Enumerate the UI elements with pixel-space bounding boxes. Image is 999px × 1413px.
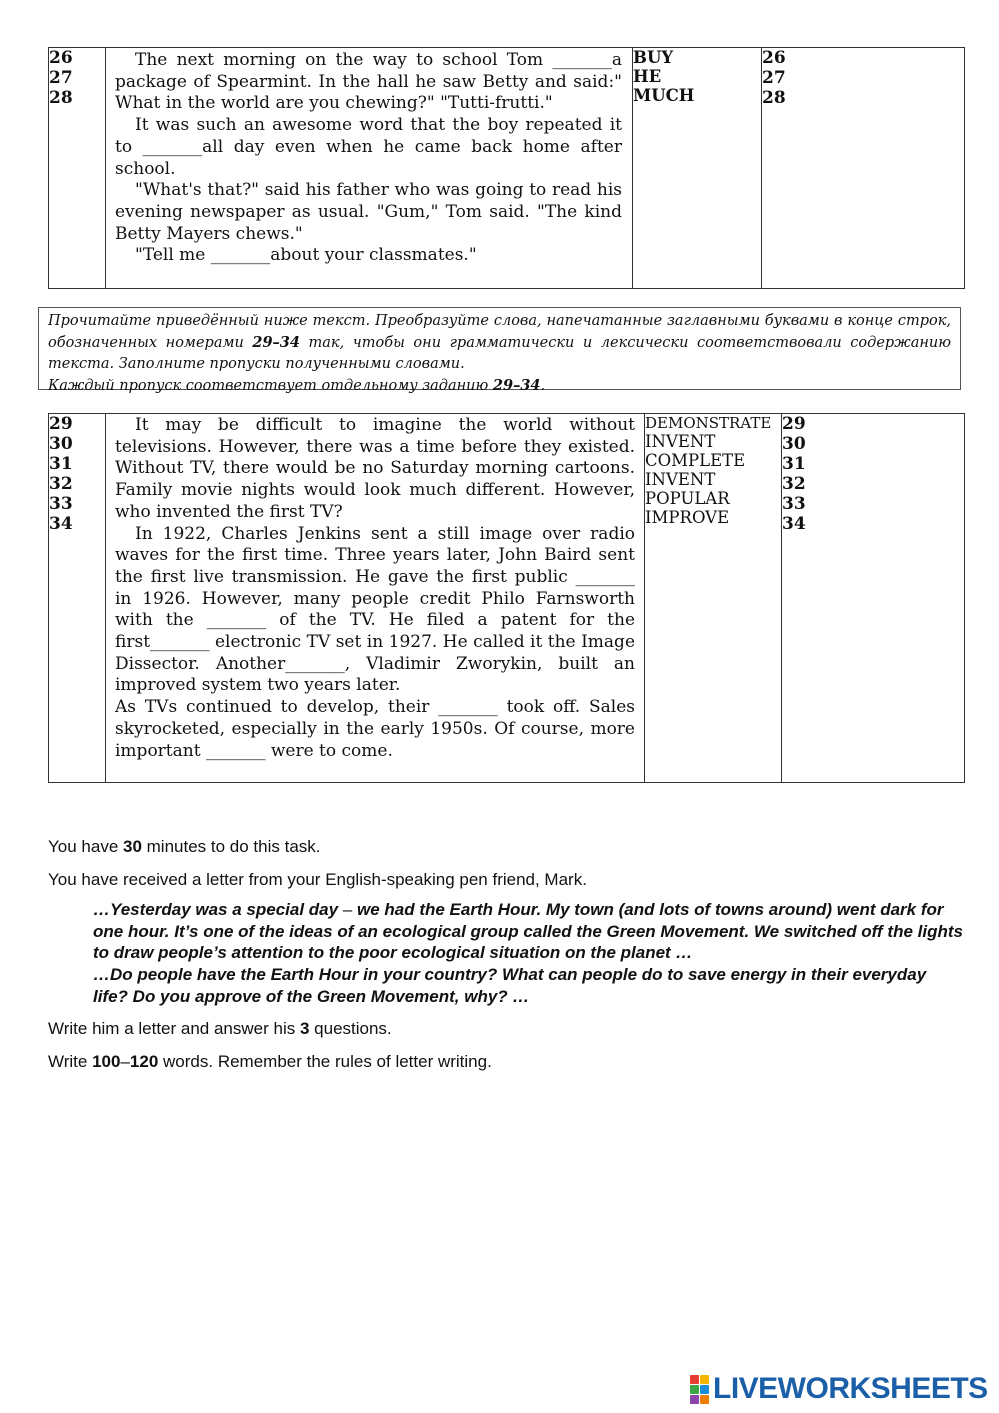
keyword: INVENT [645, 470, 716, 489]
task-number: 28 [49, 88, 73, 108]
write-text-end: questions. [309, 1019, 392, 1038]
task-number: 34 [49, 514, 73, 534]
letter-excerpt-1 [93, 899, 963, 964]
instruction-range2: 29–34 [492, 377, 541, 394]
keyword-column [645, 414, 782, 783]
words-text: Write [48, 1052, 93, 1071]
keyword: IMPROVE [645, 508, 730, 527]
word-count-instruction [48, 1052, 492, 1072]
text-paragraph: In 1922, Charles Jenkins sent a still image over radio waves for the first time. Three years later, John Baird sent the first live transmission. He gave the first public _______ in 1926. However, many people credit Philo Farnsworth with the _______ of the TV. He filed a patent for the first_______ electronic TV set in 1927. He called it the Image Dissector. Another_______, Vladimir Zworykin, built an improved system two years later. [115, 523, 635, 696]
letter-text-cont: we had the Earth Hour. My town (and lots of towns around) went dark for one hour. It’s one of the ideas of an ecological group called the Green Movement. We switched off the lights to draw people’s attention to the poor ecological situation on the planet … [93, 900, 963, 963]
text-paragraph: It was such an awesome word that the boy repeated it to _______all day even when he came back home after school. [115, 115, 622, 179]
text-paragraph: "What's that?" said his father who was going to read his evening newspaper as usual. "Gum," Tom said. "The kind Betty Mayers chews." [115, 180, 622, 244]
instruction-box [38, 307, 961, 394]
task-table-26-28 [48, 47, 965, 289]
letter-dash: – [342, 900, 353, 919]
keyword-column [633, 48, 762, 289]
task-number: 27 [49, 68, 73, 88]
task-table-29-34 [48, 413, 965, 783]
time-text-end: minutes to do this task. [141, 837, 321, 856]
answer-number: 27 [762, 68, 786, 88]
time-text: You have [48, 837, 123, 856]
text-column [106, 48, 633, 289]
instruction-range: 29–34 [252, 334, 300, 351]
text-column [106, 414, 645, 783]
answer-number: 29 [782, 414, 806, 434]
answer-column [762, 48, 965, 289]
keyword: POPULAR [645, 489, 730, 508]
instruction-text-cont: так, чтобы они грамматически и лексически соответствовали содержанию текста. Заполните пропуски полученными словами. [48, 335, 951, 372]
task-number: 33 [49, 494, 73, 514]
write-instruction [48, 1019, 392, 1039]
text-paragraph: As TVs continued to develop, their _______ took off. Sales skyrocketed, especially in the early 1950s. Of course, more important _______ were to come. [115, 697, 635, 761]
task-number: 32 [49, 474, 73, 494]
keyword: COMPLETE [645, 451, 746, 470]
task-number: 26 [49, 48, 73, 68]
time-minutes: 30 [123, 837, 142, 856]
instruction-text: Прочитайте приведённый ниже текст. Преобразуйте слова, напечатанные заглавными буквами в конце строк, обозначенных номерами [48, 313, 951, 351]
keyword: MUCH [633, 86, 695, 105]
task-number: 30 [49, 434, 73, 454]
answer-number: 30 [782, 434, 806, 454]
word-min: 100 [92, 1052, 121, 1071]
answer-column [782, 414, 965, 783]
logo-text: LIVEWORKSHEETS [713, 1372, 988, 1405]
logo-mark-icon [690, 1375, 709, 1404]
write-text: Write him a letter and answer his [48, 1019, 300, 1038]
word-max: 120 [129, 1052, 159, 1071]
answer-number: 33 [782, 494, 806, 514]
keyword: BUY [633, 48, 674, 67]
liveworksheets-logo [690, 1374, 988, 1404]
text-paragraph: "Tell me _______about your classmates." [135, 245, 477, 266]
letter-text: …Yesterday was a special day [93, 900, 343, 919]
task-number-column [49, 414, 106, 783]
task-number-column [49, 48, 106, 289]
text-paragraph: The next morning on the way to school Tom _______a package of Spearmint. In the hall he saw Betty and said:" What in the world are you chewing?" "Tutti-frutti." [115, 50, 622, 114]
question-count: 3 [299, 1019, 310, 1038]
text-paragraph: It may be difficult to imagine the world without televisions. However, there was a time before they existed. Without TV, there would be no Saturday morning cartoons. Family movie nights would look much different. However, who invented the first TV? [115, 415, 635, 522]
answer-number: 32 [782, 474, 806, 494]
task-number: 29 [49, 414, 73, 434]
answer-number: 26 [762, 48, 786, 68]
instruction-period: . [540, 378, 546, 394]
answer-number: 31 [782, 454, 806, 474]
time-line [48, 837, 321, 857]
answer-number: 34 [782, 514, 806, 534]
received-line: You have received a letter from your English-speaking pen friend, Mark. [48, 870, 587, 889]
task-number: 31 [49, 454, 73, 474]
answer-number: 28 [762, 88, 786, 108]
keyword: INVENT [645, 432, 716, 451]
instruction-line2: Каждый пропуск соответствует отдельному заданию [48, 378, 493, 394]
keyword: HE [633, 67, 662, 86]
keyword: DEMONSTRATE [645, 414, 772, 432]
word-dash: – [120, 1052, 130, 1071]
words-text-end: words. Remember the rules of letter writing. [158, 1052, 492, 1071]
letter-excerpt-2: …Do people have the Earth Hour in your country? What can people do to save energy in their everyday life? Do you approve of the Green Movement, why? … [93, 965, 927, 1006]
